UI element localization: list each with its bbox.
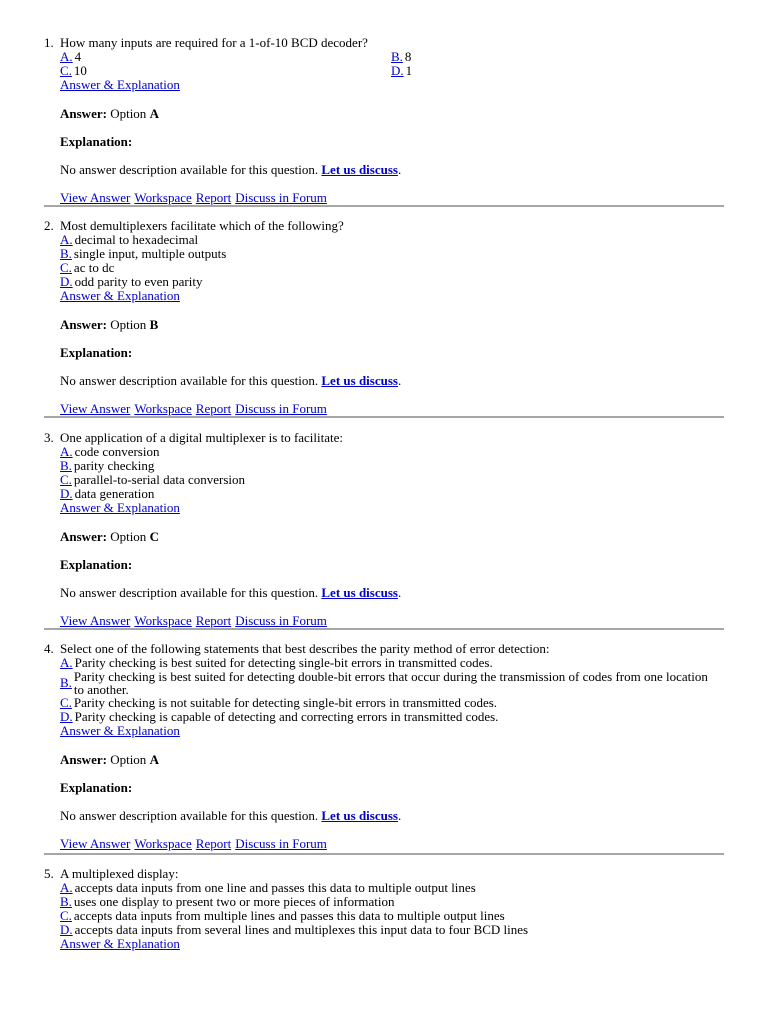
option-a-link[interactable]: A. [60,444,73,459]
question-3 [44,431,724,628]
answer-label: Answer: [60,106,107,121]
answer-description [60,374,724,388]
option-d-text: 1 [405,63,413,78]
option-d-text: odd parity to even parity [74,274,203,289]
option-d-text: Parity checking is capable of detecting and correcting errors in transmitted codes. [74,709,499,724]
action-bar [60,402,724,416]
action-bar [60,191,724,205]
option-d [391,64,591,78]
option-b-text: 8 [404,49,412,64]
options-grid [60,50,724,78]
let-us-discuss-link[interactable]: Let us discuss [321,162,398,177]
option-c [60,261,724,275]
question-text: How many inputs are required for a 1-of-10 BCD decoder? [60,35,368,50]
option-d [60,710,724,724]
option-c [60,696,724,710]
option-d [60,923,724,937]
option-c-text: parallel-to-serial data conversion [73,472,246,487]
answer-letter: B [149,317,159,332]
action-bar [60,837,724,851]
option-c-text: Parity checking is not suitable for detecting single-bit errors in transmitted codes. [73,695,498,710]
discuss-in-forum-link[interactable]: Discuss in Forum [235,190,327,205]
option-a-text: 4 [74,49,82,64]
let-us-discuss-link[interactable]: Let us discuss [321,585,398,600]
option-a [60,445,724,459]
option-c-link[interactable]: C. [60,695,72,710]
answer-explanation-link[interactable]: Answer & Explanation [60,288,180,303]
let-us-discuss-link[interactable]: Let us discuss [321,808,398,823]
option-b-text: parity checking [73,458,155,473]
answer-description [60,163,724,177]
option-b [60,895,724,909]
option-b-link[interactable]: B. [60,246,72,261]
question-number: 3. [44,430,54,445]
option-b-link[interactable]: B. [60,675,72,690]
options-list [60,881,724,937]
question-4 [44,642,724,851]
option-c-text: 10 [73,63,87,78]
option-a-link[interactable]: A. [60,232,73,247]
answer-label: Answer: [60,752,107,767]
answer-letter: A [149,752,159,767]
answer-explanation-link[interactable]: Answer & Explanation [60,936,180,951]
workspace-link[interactable]: Workspace [134,401,192,416]
option-d-text: data generation [74,486,155,501]
option-d-link[interactable]: D. [60,922,73,937]
answer-label: Answer: [60,317,107,332]
question-number: 4. [44,641,54,656]
option-a [60,233,724,247]
explanation-label: Explanation: [60,780,133,795]
option-c-text: ac to dc [73,260,115,275]
option-c [60,64,391,78]
option-b-link[interactable]: B. [60,458,72,473]
discuss-in-forum-link[interactable]: Discuss in Forum [235,613,327,628]
option-d [60,275,724,289]
explanation-label: Explanation: [60,345,133,360]
option-c-link[interactable]: C. [60,472,72,487]
option-b [60,670,724,696]
option-d-link[interactable]: D. [60,274,73,289]
answer-explanation-link[interactable]: Answer & Explanation [60,723,180,738]
option-c-link[interactable]: C. [60,908,72,923]
option-a-link[interactable]: A. [60,655,73,670]
option-b [391,50,591,64]
question-text-row [44,867,724,881]
options-list [60,656,724,724]
answer-explanation-link[interactable]: Answer & Explanation [60,77,180,92]
report-link[interactable]: Report [195,613,232,628]
period: . [397,808,402,823]
option-a-text: code conversion [74,444,160,459]
no-description-text: No answer description available for this question. [60,162,319,177]
answer-description [60,809,724,823]
answer-label: Answer: [60,529,107,544]
answer-line [60,318,724,332]
discuss-in-forum-link[interactable]: Discuss in Forum [235,401,327,416]
answer-description [60,586,724,600]
question-text-row [44,431,724,445]
option-b-text: uses one display to present two or more pieces of information [73,894,395,909]
answer-prefix: Option [110,752,147,767]
question-number: 1. [44,35,54,50]
separator [44,205,724,207]
option-c [60,909,724,923]
question-text-row [44,219,724,233]
option-b [60,459,724,473]
option-b-link[interactable]: B. [60,894,72,909]
workspace-link[interactable]: Workspace [134,836,192,851]
question-1 [44,36,724,205]
answer-letter: A [149,106,159,121]
view-answer-link[interactable]: View Answer [60,836,131,851]
no-description-text: No answer description available for this question. [60,808,319,823]
answer-line [60,107,724,121]
report-link[interactable]: Report [195,401,232,416]
option-c-link[interactable]: C. [60,63,72,78]
question-text: Select one of the following statements that best describes the parity method of error detection: [60,641,550,656]
explanation-label: Explanation: [60,134,133,149]
answer-explanation-link[interactable]: Answer & Explanation [60,500,180,515]
option-a-text: accepts data inputs from one line and passes this data to multiple output lines [74,880,476,895]
option-d-link[interactable]: D. [391,63,404,78]
question-number: 5. [44,866,54,881]
separator [44,628,724,630]
period: . [397,373,402,388]
option-b-text: Parity checking is best suited for detecting double-bit errors that occur during the transmission of codes from one location to another. [73,669,708,697]
answer-prefix: Option [110,529,147,544]
option-d-link[interactable]: D. [60,486,73,501]
option-b-text: single input, multiple outputs [73,246,227,261]
answer-prefix: Option [110,106,147,121]
options-list [60,233,724,289]
discuss-in-forum-link[interactable]: Discuss in Forum [235,836,327,851]
report-link[interactable]: Report [195,836,232,851]
option-d [60,487,724,501]
option-c [60,473,724,487]
question-text-row [44,642,724,656]
option-d-text: accepts data inputs from several lines and multiplexes this input data to four BCD lines [74,922,529,937]
question-5 [44,867,724,951]
option-a [60,50,391,64]
question-text: One application of a digital multiplexer is to facilitate: [60,430,344,445]
answer-line [60,753,724,767]
question-text: A multiplexed display: [60,866,179,881]
option-a [60,656,724,670]
answer-line [60,530,724,544]
period: . [397,585,402,600]
workspace-link[interactable]: Workspace [134,613,192,628]
option-c-link[interactable]: C. [60,260,72,275]
option-d-link[interactable]: D. [60,709,73,724]
question-number: 2. [44,218,54,233]
question-2 [44,219,724,416]
period: . [397,162,402,177]
option-b-link[interactable]: B. [391,49,403,64]
view-answer-link[interactable]: View Answer [60,190,131,205]
action-bar [60,614,724,628]
answer-prefix: Option [110,317,147,332]
option-a-link[interactable]: A. [60,49,73,64]
no-description-text: No answer description available for this question. [60,585,319,600]
option-a-link[interactable]: A. [60,880,73,895]
workspace-link[interactable]: Workspace [134,190,192,205]
question-text-row [44,36,724,50]
explanation-label: Explanation: [60,557,133,572]
option-b [60,247,724,261]
let-us-discuss-link[interactable]: Let us discuss [321,373,398,388]
view-answer-link[interactable]: View Answer [60,401,131,416]
option-a-text: decimal to hexadecimal [74,232,199,247]
option-a [60,881,724,895]
options-list [60,445,724,501]
view-answer-link[interactable]: View Answer [60,613,131,628]
option-c-text: accepts data inputs from multiple lines and passes this data to multiple output lines [73,908,505,923]
separator [44,416,724,418]
report-link[interactable]: Report [195,190,232,205]
answer-letter: C [149,529,159,544]
separator [44,853,724,855]
question-text: Most demultiplexers facilitate which of the following? [60,218,344,233]
option-a-text: Parity checking is best suited for detecting single-bit errors in transmitted codes. [74,655,493,670]
no-description-text: No answer description available for this question. [60,373,319,388]
